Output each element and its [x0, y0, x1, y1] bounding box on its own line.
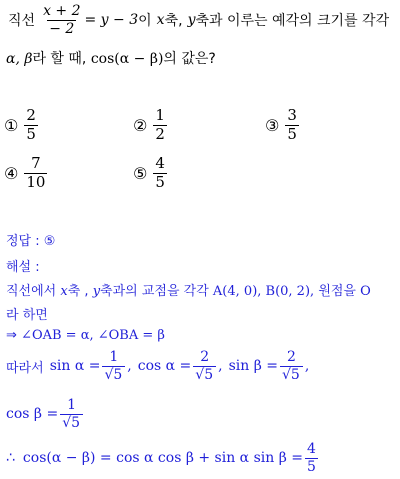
alpha-symbol: α,	[6, 51, 20, 67]
comma: ,	[218, 358, 223, 375]
choice-marker: ④	[4, 163, 19, 183]
beta-symbol: β	[24, 51, 33, 67]
solution-heading: 해설 :	[6, 260, 40, 275]
question-text: 라 할 때,	[32, 51, 87, 67]
sqrt-symbol: √	[104, 366, 114, 383]
question-line-2	[6, 48, 216, 68]
solution-line-5	[6, 398, 85, 430]
choice-marker: ③	[265, 115, 280, 135]
equation-fraction	[41, 4, 82, 36]
solution-text: 원점을	[318, 284, 356, 299]
fraction-numerator: 1	[67, 397, 77, 413]
choice-denominator: 5	[26, 124, 36, 143]
comma: ,	[304, 358, 310, 375]
sin-beta-fraction	[280, 350, 303, 382]
solution-line-2: 라 하면	[6, 308, 48, 323]
solution-text: 따라서	[6, 360, 44, 376]
cos-alpha-fraction	[193, 350, 216, 382]
x-variable: x	[60, 284, 68, 299]
fraction-numerator: 4	[306, 441, 316, 457]
implies-arrow: ⇒	[6, 328, 17, 343]
final-equation: cos(α − β) = cos α cos β + sin α sin β =	[22, 450, 303, 467]
radicand: 5	[290, 366, 300, 383]
choice-numerator: 3	[287, 106, 297, 124]
final-fraction	[305, 442, 318, 474]
choice-numerator: 7	[31, 154, 41, 172]
fraction-denominator	[102, 366, 125, 383]
fraction-denominator: − 2	[49, 20, 75, 37]
cos-alpha-label: cos α =	[137, 358, 192, 375]
choice-fraction	[24, 156, 47, 191]
choice-fraction	[285, 108, 299, 143]
choice-denominator: 10	[26, 172, 46, 191]
origin-label: O	[360, 284, 371, 299]
choice-numerator: 1	[155, 106, 165, 124]
comma: ,	[127, 358, 132, 375]
sqrt-symbol: √	[62, 414, 72, 431]
fraction-numerator: 2	[200, 349, 210, 365]
choice-marker: ⑤	[133, 163, 148, 183]
question-text: 축과 이루는 예각의 크기를 각각	[195, 13, 390, 30]
fraction-numerator: 2	[286, 349, 296, 365]
solution-text: 축 ,	[67, 284, 89, 299]
fraction-denominator	[193, 366, 216, 383]
x-variable: x	[156, 12, 165, 29]
angle-equation: ∠OAB = α, ∠OBA = β	[21, 328, 165, 343]
choice-3[interactable]	[265, 108, 301, 143]
sqrt-symbol: √	[195, 366, 205, 383]
fraction-numerator: 1	[109, 349, 119, 365]
question-text: 이	[138, 13, 152, 30]
solution-line-3	[6, 328, 165, 343]
choice-4[interactable]	[4, 156, 49, 191]
cos-beta-label: cos β =	[6, 406, 59, 423]
equation-rhs: = y − 3	[84, 12, 139, 29]
cos-beta-fraction	[60, 398, 83, 430]
question-line-1	[8, 4, 389, 36]
fraction-denominator	[60, 414, 83, 431]
fraction-denominator	[280, 366, 303, 383]
answer-line: 정답 : ⑤	[6, 234, 56, 249]
points-text: A(4, 0), B(0, 2),	[212, 284, 315, 299]
radicand: 5	[113, 366, 123, 383]
radicand: 5	[71, 414, 81, 431]
sqrt-symbol: √	[282, 366, 291, 383]
choice-denominator: 2	[155, 124, 165, 143]
choice-fraction	[24, 108, 38, 143]
choice-fraction	[153, 156, 167, 191]
fraction-denominator: 5	[306, 458, 316, 475]
solution-line-4	[6, 350, 309, 382]
cos-expression: cos(α − β)	[90, 51, 164, 67]
choice-2[interactable]	[133, 108, 169, 143]
question-text: 의 값은?	[163, 51, 216, 67]
therefore-symbol: ∴	[6, 450, 15, 467]
choice-5[interactable]	[133, 156, 169, 191]
choice-marker: ②	[133, 115, 148, 135]
choice-fraction	[153, 108, 167, 143]
radicand: 5	[204, 366, 214, 383]
y-variable: y	[187, 12, 196, 29]
y-variable: y	[92, 284, 101, 299]
fraction-numerator: x + 2	[43, 3, 81, 19]
sin-alpha-label: sin α =	[49, 358, 101, 375]
sin-alpha-fraction	[102, 350, 125, 382]
sin-beta-label: sin β =	[228, 358, 278, 375]
solution-line-6	[6, 442, 320, 474]
solution-text: 직선에서	[6, 284, 57, 299]
solution-line-1	[6, 280, 371, 299]
choice-denominator: 5	[155, 172, 165, 191]
choice-numerator: 4	[155, 154, 165, 172]
choice-numerator: 2	[26, 106, 36, 124]
solution-text: 축과의 교점을 각각	[100, 284, 209, 299]
question-prefix: 직선	[8, 13, 36, 30]
question-text: 축,	[164, 13, 183, 30]
choice-marker: ①	[4, 115, 19, 135]
choice-1[interactable]	[4, 108, 40, 143]
choice-denominator: 5	[287, 124, 297, 143]
